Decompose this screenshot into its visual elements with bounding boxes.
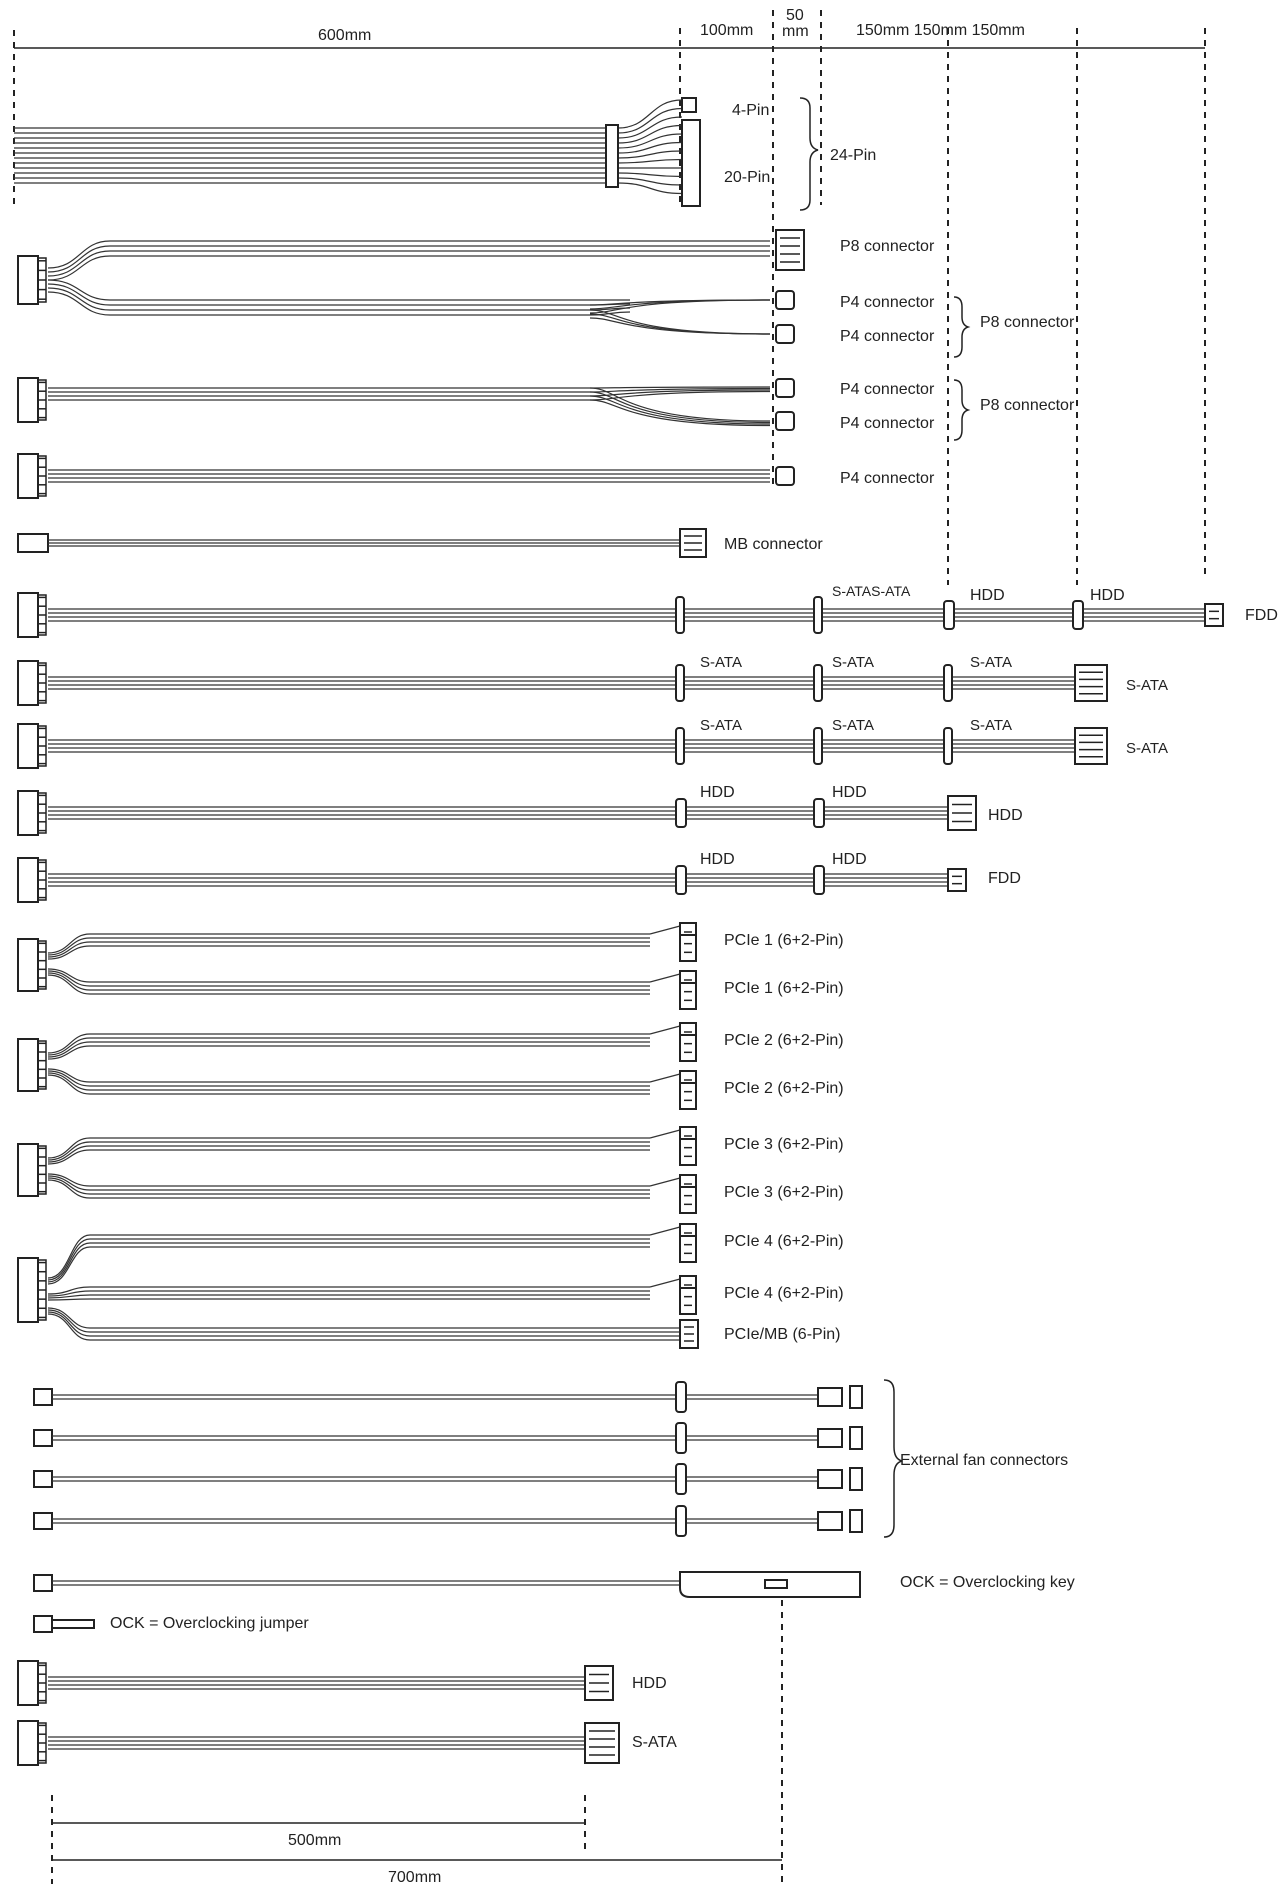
label-r5-b: HDD bbox=[832, 851, 867, 868]
label-r2-b: S-ATA bbox=[832, 654, 874, 671]
dim-50-bottom: mm bbox=[782, 23, 809, 40]
ock-source-plug bbox=[34, 1575, 52, 1591]
fan-source-plug bbox=[34, 1471, 52, 1487]
cpu-wire bbox=[590, 318, 770, 334]
end-connector bbox=[680, 1139, 696, 1165]
fan-end-connector bbox=[818, 1470, 842, 1488]
source-plug bbox=[18, 256, 38, 304]
inline-connector bbox=[1073, 601, 1083, 629]
label-ock-key: OCK = Overclocking key bbox=[900, 1574, 1075, 1591]
plug-collar bbox=[38, 1146, 46, 1194]
end-connector bbox=[1075, 728, 1107, 764]
inline-connector bbox=[814, 799, 824, 827]
fan-source-plug bbox=[34, 1389, 52, 1405]
label-r5-end: FDD bbox=[988, 870, 1021, 887]
label-p4-1: P4 connector bbox=[840, 294, 935, 311]
inline-connector bbox=[676, 1464, 686, 1494]
label-r1-a: S-ATAS-ATA bbox=[832, 583, 911, 599]
label-p8-group-1: P8 connector bbox=[980, 314, 1075, 331]
label-pcie-2b: PCIe 2 (6+2-Pin) bbox=[724, 1080, 844, 1097]
pcie-wire bbox=[48, 971, 650, 986]
end-connector bbox=[1205, 604, 1223, 626]
dim-150-group: 150mm 150mm 150mm bbox=[856, 22, 1025, 39]
label-pcie-1b: PCIe 1 (6+2-Pin) bbox=[724, 980, 844, 997]
pcie-wire bbox=[48, 1295, 650, 1298]
label-p4-5: P4 connector bbox=[840, 470, 935, 487]
mb-source-plug bbox=[18, 534, 48, 552]
dim-700: 700mm bbox=[388, 1869, 442, 1884]
label-pcie-4b: PCIe 4 (6+2-Pin) bbox=[724, 1285, 844, 1302]
cpu-wire bbox=[48, 280, 630, 300]
fan-source-plug bbox=[34, 1430, 52, 1446]
fan-end-connector bbox=[818, 1429, 842, 1447]
ock-cables bbox=[34, 1572, 1075, 1632]
pcie-wire bbox=[48, 1034, 650, 1053]
label-r2-end: S-ATA bbox=[1126, 677, 1168, 694]
pcie-wire bbox=[48, 934, 650, 953]
end-connector bbox=[680, 1035, 696, 1061]
pcie-wire bbox=[48, 1071, 650, 1086]
label-r2-c: S-ATA bbox=[970, 654, 1012, 671]
pcie-wire bbox=[48, 1310, 680, 1332]
label-r3-c: S-ATA bbox=[970, 717, 1012, 734]
inline-connector bbox=[944, 601, 954, 629]
short-cables bbox=[18, 1661, 677, 1765]
source-plug bbox=[18, 724, 38, 768]
label-p8-group-2: P8 connector bbox=[980, 397, 1075, 414]
cpu-wire bbox=[590, 387, 770, 388]
pcie-branch bbox=[650, 1227, 680, 1235]
label-mb: MB connector bbox=[724, 536, 823, 553]
fan-source-plug bbox=[34, 1513, 52, 1529]
cpu-cables bbox=[18, 230, 1075, 557]
atx-fan-wire bbox=[618, 109, 682, 134]
inline-connector bbox=[676, 866, 686, 894]
label-r2-a: S-ATA bbox=[700, 654, 742, 671]
label-r3-end: S-ATA bbox=[1126, 740, 1168, 757]
peripheral-cables bbox=[18, 583, 1278, 902]
dim-50-top: 50 bbox=[786, 7, 804, 24]
pcie-wire bbox=[48, 1235, 650, 1278]
pcie-wire bbox=[48, 1180, 650, 1198]
end-connector bbox=[680, 1083, 696, 1109]
end-connector bbox=[585, 1723, 619, 1763]
label-r4-a: HDD bbox=[700, 784, 735, 801]
label-pcie-4a: PCIe 4 (6+2-Pin) bbox=[724, 1233, 844, 1250]
inline-connector bbox=[676, 597, 684, 633]
pcie-wire bbox=[48, 1069, 650, 1082]
pcie-branch bbox=[650, 1279, 680, 1287]
inline-connector bbox=[776, 467, 794, 485]
cpu-wire bbox=[590, 392, 770, 401]
dim-100: 100mm bbox=[700, 22, 754, 39]
label-r1-c: HDD bbox=[1090, 587, 1125, 604]
cpu-wire bbox=[48, 292, 630, 315]
pcie-wire bbox=[48, 1308, 680, 1328]
atx-fan-wire bbox=[618, 160, 682, 164]
label-r4-b: HDD bbox=[832, 784, 867, 801]
pcie-wire bbox=[48, 1247, 650, 1284]
source-plug bbox=[18, 593, 38, 637]
label-r4-end: HDD bbox=[988, 807, 1023, 824]
pcie-wire bbox=[48, 975, 650, 994]
cpu-wire bbox=[48, 241, 770, 268]
pcie-branch bbox=[650, 974, 680, 982]
pcie-wire bbox=[48, 1299, 650, 1300]
label-p8-1: P8 connector bbox=[840, 238, 935, 255]
end-connector bbox=[680, 1236, 696, 1262]
source-plug bbox=[18, 454, 38, 498]
pcie-wire bbox=[48, 1142, 650, 1160]
label-p4-2: P4 connector bbox=[840, 328, 935, 345]
inline-connector bbox=[814, 665, 822, 701]
end-connector bbox=[680, 1288, 696, 1314]
source-plug bbox=[18, 1721, 38, 1765]
pcie-cables bbox=[18, 923, 844, 1348]
inline-connector bbox=[676, 1506, 686, 1536]
pcie-branch bbox=[650, 1130, 680, 1138]
fan-cables bbox=[34, 1380, 1068, 1537]
pcie-wire bbox=[48, 1075, 650, 1094]
inline-connector bbox=[944, 665, 952, 701]
atx-fan-wire bbox=[618, 100, 682, 128]
ock-jumper-body bbox=[52, 1620, 94, 1628]
label-r5-a: HDD bbox=[700, 851, 735, 868]
cpu-wire bbox=[48, 251, 770, 276]
fan-end-header bbox=[850, 1427, 862, 1449]
label-24pin: 24-Pin bbox=[830, 147, 877, 164]
guide-lines bbox=[14, 10, 1205, 1884]
plug-collar bbox=[38, 1041, 46, 1089]
inline-connector bbox=[776, 379, 794, 397]
inline-connector bbox=[814, 866, 824, 894]
fan-end-connector bbox=[818, 1512, 842, 1530]
end-connector bbox=[776, 230, 804, 270]
ock-switch bbox=[765, 1580, 787, 1588]
pcie-wire bbox=[48, 1243, 650, 1282]
source-plug bbox=[18, 1258, 38, 1322]
label-p4-4: P4 connector bbox=[840, 415, 935, 432]
atx-fan-wire bbox=[618, 134, 682, 148]
pcie-wire bbox=[48, 1150, 650, 1164]
source-plug bbox=[18, 858, 38, 902]
label-fan: External fan connectors bbox=[900, 1452, 1069, 1469]
label-r1-end: FDD bbox=[1245, 607, 1278, 624]
dim-500: 500mm bbox=[288, 1832, 342, 1849]
inline-connector bbox=[944, 728, 952, 764]
source-plug bbox=[18, 939, 38, 991]
pcie-wire bbox=[48, 1176, 650, 1190]
label-pcie-1a: PCIe 1 (6+2-Pin) bbox=[724, 932, 844, 949]
source-plug bbox=[18, 661, 38, 705]
end-connector bbox=[1075, 665, 1107, 701]
inline-connector bbox=[676, 665, 684, 701]
label-20pin: 20-Pin bbox=[724, 169, 771, 186]
pcie-wire bbox=[48, 1046, 650, 1059]
inline-connector bbox=[676, 799, 686, 827]
cpu-wire bbox=[48, 246, 770, 272]
inline-connector bbox=[676, 1382, 686, 1412]
atx-24pin-cable bbox=[14, 98, 876, 210]
source-plug bbox=[18, 791, 38, 835]
label-r3-a: S-ATA bbox=[700, 717, 742, 734]
source-plug bbox=[18, 378, 38, 422]
label-4pin: 4-Pin bbox=[732, 102, 770, 119]
pcie-branch bbox=[650, 1178, 680, 1186]
ock-jumper-plug bbox=[34, 1616, 52, 1632]
cpu-wire bbox=[48, 288, 630, 310]
pcie-branch bbox=[650, 1026, 680, 1034]
pcie-wire bbox=[48, 942, 650, 957]
label-ock-jumper: OCK = Overclocking jumper bbox=[110, 1615, 309, 1632]
pcie-wire bbox=[48, 1146, 650, 1162]
label-pcie-2a: PCIe 2 (6+2-Pin) bbox=[724, 1032, 844, 1049]
pcie-wire bbox=[48, 1138, 650, 1158]
inline-connector bbox=[776, 325, 794, 343]
pcie-wire bbox=[48, 969, 650, 982]
plug-collar bbox=[38, 941, 46, 989]
fan-end-connector bbox=[818, 1388, 842, 1406]
end-connector bbox=[680, 935, 696, 961]
pcie-branch bbox=[650, 926, 680, 934]
inline-connector bbox=[776, 412, 794, 430]
end-connector bbox=[948, 869, 966, 891]
pcie-wire bbox=[48, 1042, 650, 1057]
pcie-wire bbox=[48, 1239, 650, 1280]
end-connector bbox=[680, 983, 696, 1009]
inline-connector bbox=[776, 291, 794, 309]
inline-connector bbox=[814, 597, 822, 633]
inline-connector bbox=[676, 1423, 686, 1453]
end-connector bbox=[680, 1187, 696, 1213]
label-r3-b: S-ATA bbox=[832, 717, 874, 734]
bottom-dimensions bbox=[52, 1823, 782, 1884]
dim-600: 600mm bbox=[318, 27, 372, 44]
pcie-wire bbox=[48, 946, 650, 959]
inline-connector bbox=[814, 728, 822, 764]
label-short-sata: S-ATA bbox=[632, 1734, 677, 1751]
atx-fan-wire bbox=[618, 173, 682, 177]
cpu-wire bbox=[48, 284, 630, 305]
top-dimensions bbox=[14, 7, 1205, 48]
pcie-wire bbox=[48, 1174, 650, 1186]
label-pcie-3b: PCIe 3 (6+2-Pin) bbox=[724, 1184, 844, 1201]
pcie-branch bbox=[650, 1074, 680, 1082]
fan-end-header bbox=[850, 1468, 862, 1490]
fan-end-header bbox=[850, 1510, 862, 1532]
label-p4-3: P4 connector bbox=[840, 381, 935, 398]
label-short-hdd: HDD bbox=[632, 1675, 667, 1692]
fan-end-header bbox=[850, 1386, 862, 1408]
source-plug bbox=[18, 1144, 38, 1196]
inline-connector bbox=[676, 728, 684, 764]
label-pcie-3a: PCIe 3 (6+2-Pin) bbox=[724, 1136, 844, 1153]
label-pcie-6: PCIe/MB (6-Pin) bbox=[724, 1326, 841, 1343]
cpu-wire bbox=[48, 256, 770, 280]
source-plug bbox=[18, 1039, 38, 1091]
label-r1-b: HDD bbox=[970, 587, 1005, 604]
source-plug bbox=[18, 1661, 38, 1705]
